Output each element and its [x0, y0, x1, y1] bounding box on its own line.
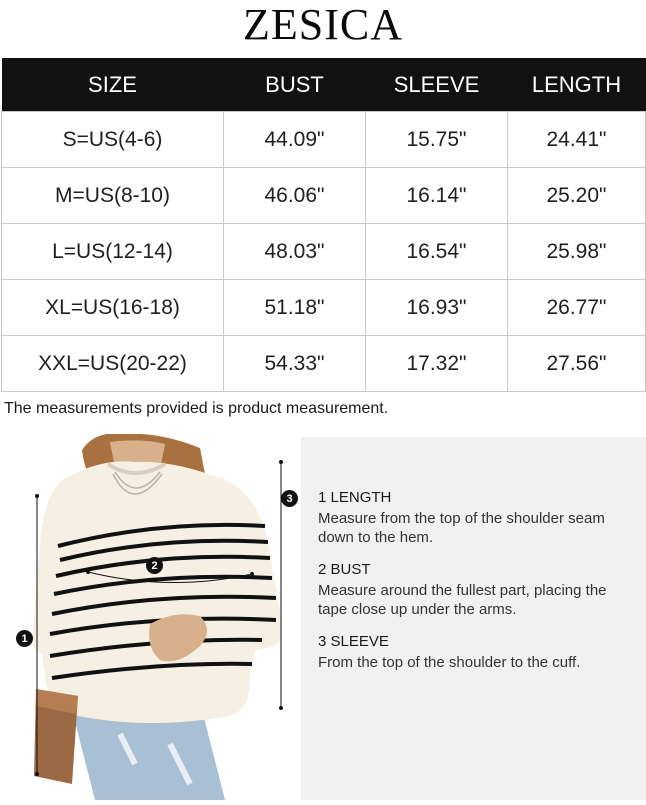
- cell-sleeve: 16.54": [366, 224, 508, 280]
- table-row: [2, 336, 646, 392]
- cell-bust: 44.09": [224, 112, 366, 168]
- guide-sleeve: [318, 633, 638, 672]
- bust-marker: 2: [146, 557, 163, 574]
- length-marker: 1: [16, 630, 33, 647]
- guide-bust: [318, 561, 638, 619]
- cell-length: 27.56": [508, 336, 646, 392]
- table-row: [2, 112, 646, 168]
- guide-length-title: 1 LENGTH: [318, 489, 392, 506]
- cell-size: M=US(8-10): [2, 168, 224, 224]
- guide-length-desc: Measure from the top of the shoulder seam down to the hem.: [318, 510, 605, 546]
- cell-bust: 51.18": [224, 280, 366, 336]
- model-photo: [0, 434, 300, 800]
- cell-size: XL=US(16-18): [2, 280, 224, 336]
- header-length: LENGTH: [508, 58, 646, 112]
- measurement-guide-panel: [301, 437, 646, 800]
- sleeve-marker: 3: [281, 490, 298, 507]
- cell-sleeve: 16.93": [366, 280, 508, 336]
- table-row: [2, 280, 646, 336]
- table-row: [2, 168, 646, 224]
- table-header-row: [2, 58, 646, 112]
- guide-length: [318, 489, 638, 547]
- cell-sleeve: 17.32": [366, 336, 508, 392]
- cell-sleeve: 16.14": [366, 168, 508, 224]
- sweater-illustration: [0, 434, 300, 800]
- header-size: SIZE: [2, 58, 224, 112]
- cell-sleeve: 15.75": [366, 112, 508, 168]
- table-row: [2, 224, 646, 280]
- brand-logo: ZESICA: [243, 0, 403, 49]
- cell-bust: 48.03": [224, 224, 366, 280]
- header-sleeve: SLEEVE: [366, 58, 508, 112]
- guide-sleeve-desc: From the top of the shoulder to the cuff.: [318, 654, 581, 671]
- cell-bust: 46.06": [224, 168, 366, 224]
- cell-length: 26.77": [508, 280, 646, 336]
- cell-size: S=US(4-6): [2, 112, 224, 168]
- cell-size: L=US(12-14): [2, 224, 224, 280]
- measurement-note: The measurements provided is product measurement.: [4, 400, 389, 417]
- cell-length: 24.41": [508, 112, 646, 168]
- header-bust: BUST: [224, 58, 366, 112]
- cell-size: XXL=US(20-22): [2, 336, 224, 392]
- cell-bust: 54.33": [224, 336, 366, 392]
- cell-length: 25.20": [508, 168, 646, 224]
- guide-sleeve-title: 3 SLEEVE: [318, 633, 389, 650]
- cell-length: 25.98": [508, 224, 646, 280]
- guide-bust-title: 2 BUST: [318, 561, 371, 578]
- guide-bust-desc: Measure around the fullest part, placing the tape close up under the arms.: [318, 582, 607, 618]
- size-chart-table: [1, 58, 646, 392]
